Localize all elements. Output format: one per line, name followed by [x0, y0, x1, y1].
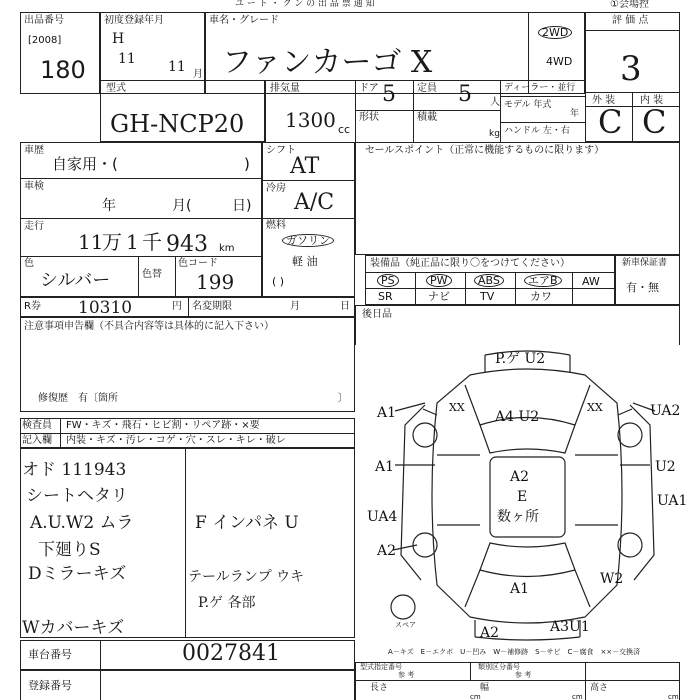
- history-close: ): [244, 155, 250, 173]
- score-value: 3: [620, 49, 642, 89]
- recorder-label: 記入欄: [22, 435, 52, 446]
- capacity-label: 定員: [417, 83, 437, 94]
- doors-label: ドア: [359, 83, 379, 94]
- model-name: ファンカーゴ X: [222, 45, 433, 80]
- diag-a2-left: A2: [377, 543, 397, 559]
- color-code-label: 色コード: [178, 258, 218, 269]
- wid-label: 幅: [480, 683, 490, 693]
- fuel-label: 燃料: [266, 220, 286, 231]
- diag-several: 数ヶ所: [497, 509, 539, 525]
- lot-number: 180: [40, 56, 86, 84]
- note-dash: F インパネ U: [195, 513, 299, 533]
- score-interior-label: 内 装: [640, 95, 664, 106]
- caution-label: 注意事項申告欄（不具合内容等は具体的に記入下さい）: [24, 321, 274, 332]
- diag-xx-right: XX: [587, 401, 603, 414]
- capacity-unit: 人: [490, 97, 500, 108]
- reg-label: 登録番号: [28, 679, 72, 692]
- inspection-year: 年: [102, 198, 116, 214]
- hgt-cm: cm: [668, 693, 679, 700]
- diag-a4u2: A4 U2: [495, 409, 540, 425]
- diag-top-note: P.ゲ U2: [495, 351, 546, 367]
- lot-label: 出品番号: [24, 15, 64, 26]
- displacement-label: 排気量: [270, 83, 300, 94]
- fuel-other: ( ): [272, 275, 285, 288]
- hgt-label: 高さ: [590, 683, 609, 693]
- inspection-month: 月(: [172, 198, 192, 214]
- diag-a1-mid: A1: [375, 459, 395, 475]
- model-label: 車名・グレード: [209, 15, 279, 26]
- note-mirror: Dミラーキズ: [28, 564, 127, 584]
- chassis-value: 0027841: [182, 641, 280, 666]
- venue-label: ①会場控: [610, 0, 649, 10]
- lot-code: [2008]: [28, 35, 62, 46]
- len-cm: cm: [470, 693, 481, 700]
- registration-era: H: [112, 31, 125, 47]
- repair-close: 〕: [338, 393, 348, 404]
- score-interior: C: [642, 103, 667, 141]
- check-row2: 内装・キズ・汚レ・コゲ・穴・スレ・キレ・破レ: [66, 435, 286, 446]
- mileage-man-unit: 万: [102, 230, 122, 254]
- displacement-value: 1300: [285, 108, 336, 132]
- class-ref: 参 考: [515, 671, 532, 679]
- equip-navi: ナビ: [428, 290, 450, 303]
- mileage-rest: 943: [166, 232, 208, 257]
- inspector-label: 検査員: [22, 420, 52, 431]
- diag-a1-left: A1: [377, 405, 397, 421]
- history-value: 自家用・(: [52, 155, 118, 173]
- equip-abs: ABS: [474, 274, 504, 287]
- equip-airbag: エアB: [524, 274, 562, 287]
- type-label: 型式: [106, 83, 126, 94]
- mileage-unit: km: [219, 243, 235, 254]
- dealer-label: ディーラー・並行: [504, 83, 576, 93]
- backseat-box: [355, 305, 680, 345]
- backseat-label: 後日品: [362, 309, 392, 320]
- history-label: 車歴: [24, 145, 44, 156]
- chassis-label: 車台番号: [28, 648, 72, 661]
- equip-ps: PS: [377, 274, 399, 287]
- mileage-label: 走行: [24, 221, 44, 232]
- shape-label: 形状: [359, 112, 379, 123]
- aircon-label: 冷房: [266, 183, 286, 194]
- diag-a2-rear: A2: [480, 625, 500, 641]
- diag-a3u1: A3U1: [550, 619, 590, 635]
- doors-value: 5: [382, 82, 396, 107]
- note-wheel: Wカバーキズ: [22, 618, 125, 638]
- diag-e-roof: E: [517, 489, 528, 505]
- name-change-day: 日: [340, 301, 350, 312]
- registration-year: 11: [118, 51, 136, 67]
- name-change-label: 名変期限: [192, 301, 232, 312]
- diag-ua4: UA4: [367, 509, 398, 525]
- drive-2wd: 2WD: [538, 26, 572, 39]
- note-under: 下廻りS: [38, 540, 101, 560]
- diag-u2: U2: [655, 459, 676, 475]
- color-label: 色: [24, 258, 34, 269]
- equip-pw: PW: [426, 274, 452, 287]
- warranty-label: 新車保証書: [622, 258, 668, 268]
- diag-spare-label: スペア: [395, 621, 416, 629]
- inspection-label: 車検: [24, 181, 44, 192]
- fuel-gas: ガソリン: [282, 234, 334, 247]
- form-ref: 参 考: [398, 671, 415, 679]
- recycle-label: R券: [24, 301, 41, 312]
- note-paint: A.U.W2 ムラ: [30, 513, 134, 533]
- score-exterior: C: [598, 103, 623, 141]
- mileage-sen: 1: [126, 230, 139, 254]
- handle-label: ハンドル 左・右: [504, 126, 570, 136]
- note-odo: オド 111943: [22, 460, 127, 480]
- score-exterior-label: 外 装: [592, 95, 616, 106]
- diag-ua2: UA2: [650, 403, 681, 419]
- note-tail: テールランプ ウキ: [188, 569, 305, 585]
- color-value: シルバー: [40, 270, 111, 291]
- class-label: 類別区分番号: [478, 663, 520, 671]
- registration-month: 11: [168, 59, 186, 75]
- check-row1: FW・キズ・飛石・ヒビ割・リペア跡・×要: [66, 420, 260, 431]
- damage-legend: A－キズ E－エクボ U－凹み W－補修跡 S－サビ C－腐食 ××－交換済: [388, 648, 641, 656]
- color-code-value: 199: [196, 270, 235, 294]
- len-label: 長さ: [370, 683, 389, 693]
- car-diagram: [355, 345, 700, 645]
- load-label: 積載: [417, 112, 437, 123]
- equip-sr: SR: [378, 290, 393, 303]
- diag-w2: W2: [600, 571, 624, 587]
- registration-label: 初度登録年月: [104, 15, 164, 26]
- recycle-value: 10310: [78, 298, 133, 318]
- mileage-man: 11: [78, 230, 104, 254]
- header-title: ユ ー ト ・ ク ン の 出 品 票 通 知: [235, 0, 375, 9]
- diag-a1-bottom: A1: [510, 581, 530, 597]
- sales-point-box: [355, 142, 680, 255]
- diag-a2-roof: A2: [510, 469, 530, 485]
- name-change-month: 月: [290, 301, 300, 312]
- equipment-label: 装備品（純正品に限り〇をつけてください）: [370, 258, 570, 269]
- score-label: 評 価 点: [612, 15, 649, 26]
- form-label: 型式指定番号: [360, 663, 402, 671]
- diag-xx-left: XX: [449, 401, 465, 414]
- recycle-unit: 円: [172, 301, 182, 312]
- drive-4wd: 4WD: [546, 55, 573, 68]
- equip-aw: AW: [582, 275, 600, 288]
- note-body: P.ゲ 各部: [198, 595, 256, 611]
- model-year-label: モデル 年式: [504, 100, 552, 110]
- warranty-value: 有・無: [626, 281, 659, 294]
- repair-label: 修復歴 有〔箇所: [38, 393, 118, 404]
- mileage-sen-unit: 千: [142, 230, 162, 254]
- color-change-label: 色替: [142, 269, 162, 280]
- wid-cm: cm: [572, 693, 583, 700]
- shift-value: AT: [290, 154, 320, 179]
- aircon-value: A/C: [294, 190, 335, 215]
- shift-label: シフト: [266, 145, 296, 156]
- type-value: GH-NCP20: [110, 110, 245, 138]
- registration-month-unit: 月: [193, 69, 203, 80]
- capacity-value: 5: [458, 82, 472, 107]
- inspection-day: 日): [232, 198, 252, 214]
- model-year-unit: 年: [570, 109, 580, 119]
- diag-ua1: UA1: [657, 493, 688, 509]
- equip-leather: カワ: [530, 290, 552, 303]
- fuel-diesel: 軽 油: [292, 255, 318, 268]
- note-seat: シートヘタリ: [26, 486, 128, 506]
- equip-tv: TV: [480, 290, 495, 303]
- load-unit: kg: [489, 129, 500, 139]
- displacement-unit: cc: [338, 123, 351, 136]
- sales-point-label: セールスポイント（正常に機能するものに限ります）: [365, 145, 605, 156]
